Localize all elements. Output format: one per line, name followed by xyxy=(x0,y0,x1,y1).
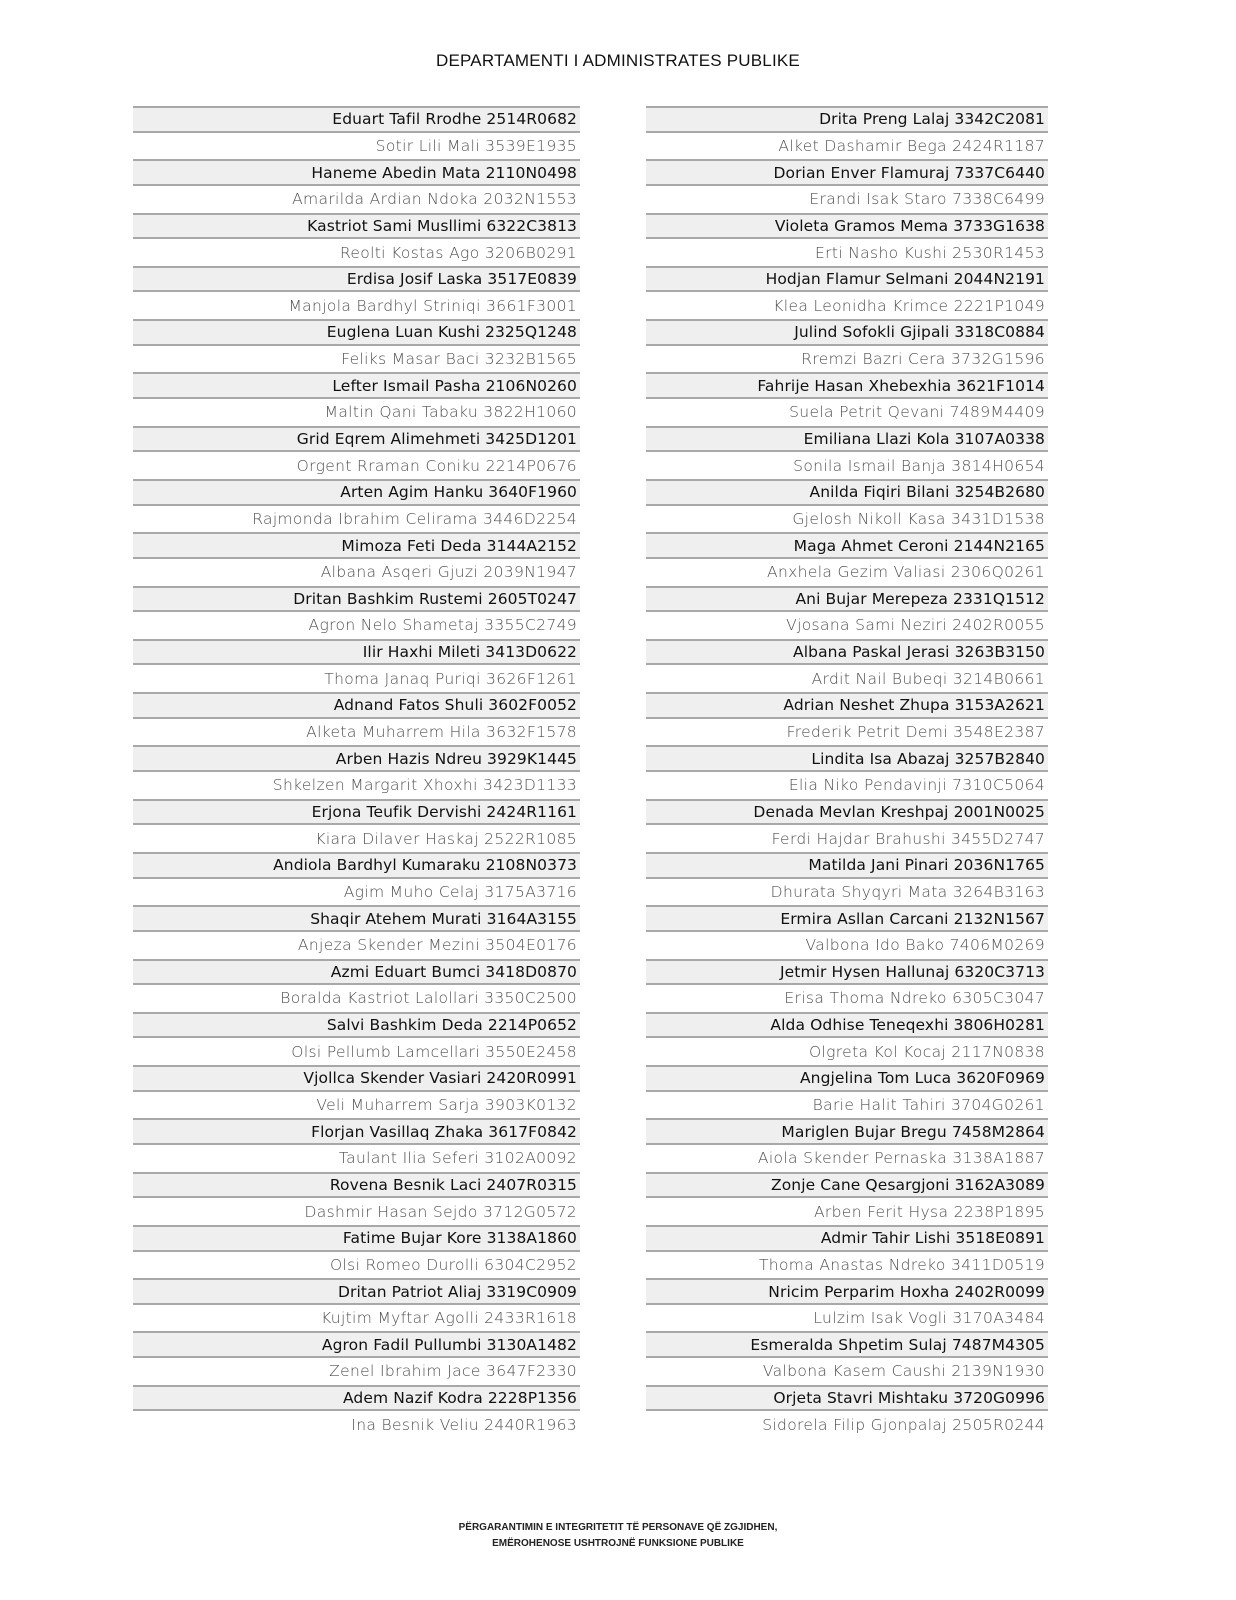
person-entry: Albana Asqeri Gjuzi 2039N1947 xyxy=(320,563,577,582)
list-item xyxy=(646,719,1048,746)
person-entry: Elia Niko Pendavinji 7310C5064 xyxy=(788,776,1045,795)
person-entry: Nricim Perparim Hoxha 2402R0099 xyxy=(768,1282,1045,1301)
person-entry: Olsi Romeo Durolli 6304C2952 xyxy=(329,1255,577,1274)
list-item xyxy=(133,1331,580,1358)
list-item xyxy=(133,1411,580,1438)
list-item xyxy=(133,319,580,346)
list-item xyxy=(133,905,580,932)
list-item xyxy=(646,106,1048,133)
list-item xyxy=(646,1198,1048,1225)
list-item xyxy=(646,372,1048,399)
list-item xyxy=(646,799,1048,826)
person-entry: Erjona Teufik Dervishi 2424R1161 xyxy=(311,802,577,821)
person-entry: Vjollca Skender Vasiari 2420R0991 xyxy=(303,1069,577,1088)
list-item xyxy=(646,1145,1048,1172)
list-item xyxy=(646,532,1048,559)
list-item xyxy=(133,239,580,266)
person-entry: Anjeza Skender Mezini 3504E0176 xyxy=(297,936,577,955)
person-entry: Alket Dashamir Bega 2424R1187 xyxy=(778,136,1045,155)
person-entry: Hodjan Flamur Selmani 2044N2191 xyxy=(765,270,1045,289)
person-entry: Andiola Bardhyl Kumaraku 2108N0373 xyxy=(273,856,577,875)
person-entry: Olgreta Kol Kocaj 2117N0838 xyxy=(808,1042,1045,1061)
person-entry: Sonila Ismail Banja 3814H0654 xyxy=(793,456,1045,475)
list-item xyxy=(646,639,1048,666)
list-item xyxy=(133,1198,580,1225)
person-entry: Euglena Luan Kushi 2325Q1248 xyxy=(326,323,577,342)
list-item xyxy=(646,905,1048,932)
list-item xyxy=(133,1172,580,1199)
list-item xyxy=(133,1252,580,1279)
person-entry: Sidorela Filip Gjonpalaj 2505R0244 xyxy=(762,1415,1045,1434)
list-item xyxy=(133,745,580,772)
person-entry: Amarilda Ardian Ndoka 2032N1553 xyxy=(292,190,577,209)
person-entry: Salvi Bashkim Deda 2214P0652 xyxy=(326,1016,577,1035)
person-entry: Anilda Fiqiri Bilani 3254B2680 xyxy=(809,483,1045,502)
list-item xyxy=(133,1278,580,1305)
person-entry: Arben Hazis Ndreu 3929K1445 xyxy=(335,749,577,768)
list-item xyxy=(133,506,580,533)
list-item xyxy=(133,186,580,213)
list-item xyxy=(133,719,580,746)
list-item xyxy=(133,612,580,639)
person-entry: Orjeta Stavri Mishtaku 3720G0996 xyxy=(773,1389,1045,1408)
list-item xyxy=(133,532,580,559)
person-entry: Erandi Isak Staro 7338C6499 xyxy=(809,190,1045,209)
list-item xyxy=(646,1225,1048,1252)
list-item xyxy=(646,1411,1048,1438)
person-entry: Maltin Qani Tabaku 3822H1060 xyxy=(324,403,577,422)
person-entry: Dorian Enver Flamuraj 7337C6440 xyxy=(773,163,1045,182)
person-entry: Veli Muharrem Sarja 3903K0132 xyxy=(316,1096,577,1115)
person-entry: Erisa Thoma Ndreko 6305C3047 xyxy=(784,989,1045,1008)
list-item xyxy=(646,479,1048,506)
person-entry: Alda Odhise Teneqexhi 3806H0281 xyxy=(770,1016,1045,1035)
list-item xyxy=(133,133,580,160)
person-entry: Dhurata Shyqyri Mata 3264B3163 xyxy=(770,882,1045,901)
list-item xyxy=(646,319,1048,346)
person-entry: Aiola Skender Pernaska 3138A1887 xyxy=(757,1149,1045,1168)
list-item xyxy=(646,452,1048,479)
person-entry: Agron Nelo Shametaj 3355C2749 xyxy=(308,616,577,635)
list-item xyxy=(133,292,580,319)
person-entry: Mariglen Bujar Bregu 7458M2864 xyxy=(781,1122,1045,1141)
person-entry: Fatime Bujar Kore 3138A1860 xyxy=(342,1229,577,1248)
page-title: DEPARTAMENTI I ADMINISTRATES PUBLIKE xyxy=(436,51,800,70)
person-entry: Dritan Bashkim Rustemi 2605T0247 xyxy=(293,589,577,608)
list-item xyxy=(133,932,580,959)
person-entry: Adem Nazif Kodra 2228P1356 xyxy=(342,1389,577,1408)
person-entry: Kastriot Sami Musllimi 6322C3813 xyxy=(307,216,577,235)
list-item xyxy=(646,1358,1048,1385)
list-item xyxy=(133,985,580,1012)
person-entry: Albana Paskal Jerasi 3263B3150 xyxy=(793,643,1045,662)
footer-line-2: EMËROHENOSE USHTROJNË FUNKSIONE PUBLIKE xyxy=(492,1538,744,1549)
person-entry: Arben Ferit Hysa 2238P1895 xyxy=(813,1202,1045,1221)
person-entry: Emiliana Llazi Kola 3107A0338 xyxy=(803,430,1045,448)
person-entry: Zonje Cane Qesargjoni 3162A3089 xyxy=(771,1175,1045,1194)
person-entry: Frederik Petrit Demi 3548E2387 xyxy=(786,723,1045,742)
person-entry: Angjelina Tom Luca 3620F0969 xyxy=(799,1069,1045,1088)
page-footer xyxy=(0,1520,1236,1552)
list-item xyxy=(646,665,1048,692)
person-entry: Feliks Masar Baci 3232B1565 xyxy=(341,350,577,369)
person-entry: Barie Halit Tahiri 3704G0261 xyxy=(812,1096,1045,1115)
list-item xyxy=(646,985,1048,1012)
person-entry: Julind Sofokli Gjipali 3318C0884 xyxy=(794,323,1045,342)
person-entry: Esmeralda Shpetim Sulaj 7487M4305 xyxy=(750,1335,1045,1354)
list-item xyxy=(646,266,1048,293)
person-entry: Maga Ahmet Ceroni 2144N2165 xyxy=(793,536,1045,555)
list-item xyxy=(646,292,1048,319)
list-item xyxy=(646,1305,1048,1332)
person-entry: Thoma Anastas Ndreko 3411D0519 xyxy=(758,1255,1045,1274)
person-entry: Kujtim Myftar Agolli 2433R1618 xyxy=(321,1309,577,1328)
footer-line-1: PËRGARANTIMIN E INTEGRITETIT TË PERSONAVE QË ZGJIDHEN, xyxy=(458,1522,778,1533)
person-entry: Thoma Janaq Puriqi 3626F1261 xyxy=(324,669,577,688)
person-entry: Ilir Haxhi Mileti 3413D0622 xyxy=(362,643,577,662)
person-entry: Mimoza Feti Deda 3144A2152 xyxy=(341,536,577,555)
right-name-column xyxy=(646,106,1048,1438)
list-item xyxy=(133,559,580,586)
list-item xyxy=(133,399,580,426)
list-item xyxy=(646,1385,1048,1412)
list-item xyxy=(646,1331,1048,1358)
list-item xyxy=(133,266,580,293)
person-entry: Gjelosh Nikoll Kasa 3431D1538 xyxy=(792,509,1045,528)
list-item xyxy=(133,1305,580,1332)
list-item xyxy=(646,159,1048,186)
list-item xyxy=(133,426,580,453)
list-item xyxy=(646,959,1048,986)
person-entry: Rovena Besnik Laci 2407R0315 xyxy=(329,1175,577,1194)
person-entry: Sotir Lili Mali 3539E1935 xyxy=(375,136,577,155)
person-entry: Arten Agim Hanku 3640F1960 xyxy=(340,483,577,502)
list-item xyxy=(646,239,1048,266)
person-entry: Vjosana Sami Neziri 2402R0055 xyxy=(786,616,1045,635)
person-entry: Olsi Pellumb Lamcellari 3550E2458 xyxy=(291,1042,577,1061)
person-entry: Adrian Neshet Zhupa 3153A2621 xyxy=(783,696,1045,715)
person-entry: Denada Mevlan Kreshpaj 2001N0025 xyxy=(753,802,1045,821)
person-entry: Valbona Ido Bako 7406M0269 xyxy=(805,936,1045,955)
list-item xyxy=(646,213,1048,240)
list-item xyxy=(646,506,1048,533)
person-entry: Drita Preng Lalaj 3342C2081 xyxy=(819,110,1045,129)
list-item xyxy=(133,772,580,799)
person-entry: Taulant Ilia Seferi 3102A0092 xyxy=(338,1149,577,1168)
person-entry: Eduart Tafil Rrodhe 2514R0682 xyxy=(332,110,577,129)
list-item xyxy=(133,1038,580,1065)
list-item xyxy=(646,852,1048,879)
list-item xyxy=(133,1145,580,1172)
person-entry: Orgent Rraman Coniku 2214P0676 xyxy=(296,456,577,475)
person-entry: Kiara Dilaver Haskaj 2522R1085 xyxy=(315,829,577,848)
person-entry: Matilda Jani Pinari 2036N1765 xyxy=(808,856,1045,875)
list-item xyxy=(133,586,580,613)
list-item xyxy=(646,559,1048,586)
person-entry: Ina Besnik Veliu 2440R1963 xyxy=(351,1415,577,1434)
person-entry: Valbona Kasem Caushi 2139N1930 xyxy=(762,1362,1045,1381)
person-entry: Azmi Eduart Bumci 3418D0870 xyxy=(330,962,577,981)
person-entry: Florjan Vasillaq Zhaka 3617F0842 xyxy=(311,1122,577,1141)
list-item xyxy=(133,346,580,373)
list-item xyxy=(133,825,580,852)
list-item xyxy=(133,159,580,186)
list-item xyxy=(133,959,580,986)
list-item xyxy=(646,399,1048,426)
person-entry: Zenel Ibrahim Jace 3647F2330 xyxy=(329,1362,577,1381)
list-item xyxy=(646,932,1048,959)
person-entry: Rajmonda Ibrahim Celirama 3446D2254 xyxy=(252,509,577,528)
person-entry: Dritan Patriot Aliaj 3319C0909 xyxy=(338,1282,577,1301)
list-item xyxy=(133,452,580,479)
person-entry: Admir Tahir Lishi 3518E0891 xyxy=(820,1229,1045,1248)
list-item xyxy=(646,1118,1048,1145)
list-item xyxy=(646,186,1048,213)
list-item xyxy=(133,1012,580,1039)
person-entry: Fahrije Hasan Xhebexhia 3621F1014 xyxy=(757,376,1045,395)
list-item xyxy=(133,639,580,666)
list-item xyxy=(646,1038,1048,1065)
person-entry: Jetmir Hysen Hallunaj 6320C3713 xyxy=(779,962,1045,981)
person-entry: Lulzim Isak Vogli 3170A3484 xyxy=(813,1309,1045,1328)
person-entry: Lindita Isa Abazaj 3257B2840 xyxy=(811,749,1045,768)
list-item xyxy=(646,1012,1048,1039)
person-entry: Violeta Gramos Mema 3733G1638 xyxy=(774,216,1045,235)
list-item xyxy=(646,1252,1048,1279)
person-entry: Boralda Kastriot Lalollari 3350C2500 xyxy=(280,989,577,1008)
list-item xyxy=(133,479,580,506)
person-entry: Ferdi Hajdar Brahushi 3455D2747 xyxy=(771,829,1045,848)
person-entry: Lefter Ismail Pasha 2106N0260 xyxy=(332,376,577,395)
person-entry: Erdisa Josif Laska 3517E0839 xyxy=(346,270,577,289)
person-entry: Agim Muho Celaj 3175A3716 xyxy=(343,882,577,901)
list-item xyxy=(646,825,1048,852)
list-item xyxy=(646,1172,1048,1199)
list-item xyxy=(133,1358,580,1385)
list-item xyxy=(646,1278,1048,1305)
person-entry: Manjola Bardhyl Striniqi 3661F3001 xyxy=(288,296,577,315)
list-item xyxy=(646,586,1048,613)
list-item xyxy=(133,852,580,879)
list-item xyxy=(646,692,1048,719)
person-entry: Ani Bujar Merepeza 2331Q1512 xyxy=(795,589,1045,608)
person-entry: Shkelzen Margarit Xhoxhi 3423D1133 xyxy=(272,776,577,795)
person-entry: Rremzi Bazri Cera 3732G1596 xyxy=(801,350,1045,369)
person-entry: Grid Eqrem Alimehmeti 3425D1201 xyxy=(296,430,577,448)
person-entry: Shaqir Atehem Murati 3164A3155 xyxy=(310,909,577,928)
list-item xyxy=(646,1092,1048,1119)
person-entry: Haneme Abedin Mata 2110N0498 xyxy=(311,163,577,182)
list-item xyxy=(133,879,580,906)
list-item xyxy=(133,213,580,240)
list-item xyxy=(133,1118,580,1145)
list-item xyxy=(133,1092,580,1119)
person-entry: Erti Nasho Kushi 2530R1453 xyxy=(815,243,1045,262)
list-item xyxy=(133,106,580,133)
list-item xyxy=(646,133,1048,160)
person-entry: Suela Petrit Qevani 7489M4409 xyxy=(789,403,1045,422)
list-item xyxy=(646,346,1048,373)
person-entry: Anxhela Gezim Valiasi 2306Q0261 xyxy=(767,563,1045,582)
list-item xyxy=(646,772,1048,799)
left-name-column xyxy=(133,106,580,1438)
list-item xyxy=(133,1225,580,1252)
list-item xyxy=(133,372,580,399)
list-item xyxy=(646,745,1048,772)
person-entry: Ardit Nail Bubeqi 3214B0661 xyxy=(811,669,1045,688)
list-item xyxy=(646,879,1048,906)
person-entry: Alketa Muharrem Hila 3632F1578 xyxy=(306,723,577,742)
person-entry: Dashmir Hasan Sejdo 3712G0572 xyxy=(304,1202,577,1221)
list-item xyxy=(646,426,1048,453)
person-entry: Klea Leonidha Krimce 2221P1049 xyxy=(773,296,1045,315)
list-item xyxy=(133,799,580,826)
list-item xyxy=(133,1385,580,1412)
list-item xyxy=(646,612,1048,639)
person-entry: Agron Fadil Pullumbi 3130A1482 xyxy=(321,1335,577,1354)
person-entry: Adnand Fatos Shuli 3602F0052 xyxy=(333,696,577,715)
list-item xyxy=(646,1065,1048,1092)
list-item xyxy=(133,692,580,719)
person-entry: Reolti Kostas Ago 3206B0291 xyxy=(339,243,577,262)
list-item xyxy=(133,665,580,692)
list-item xyxy=(133,1065,580,1092)
person-entry: Ermira Asllan Carcani 2132N1567 xyxy=(780,909,1045,928)
